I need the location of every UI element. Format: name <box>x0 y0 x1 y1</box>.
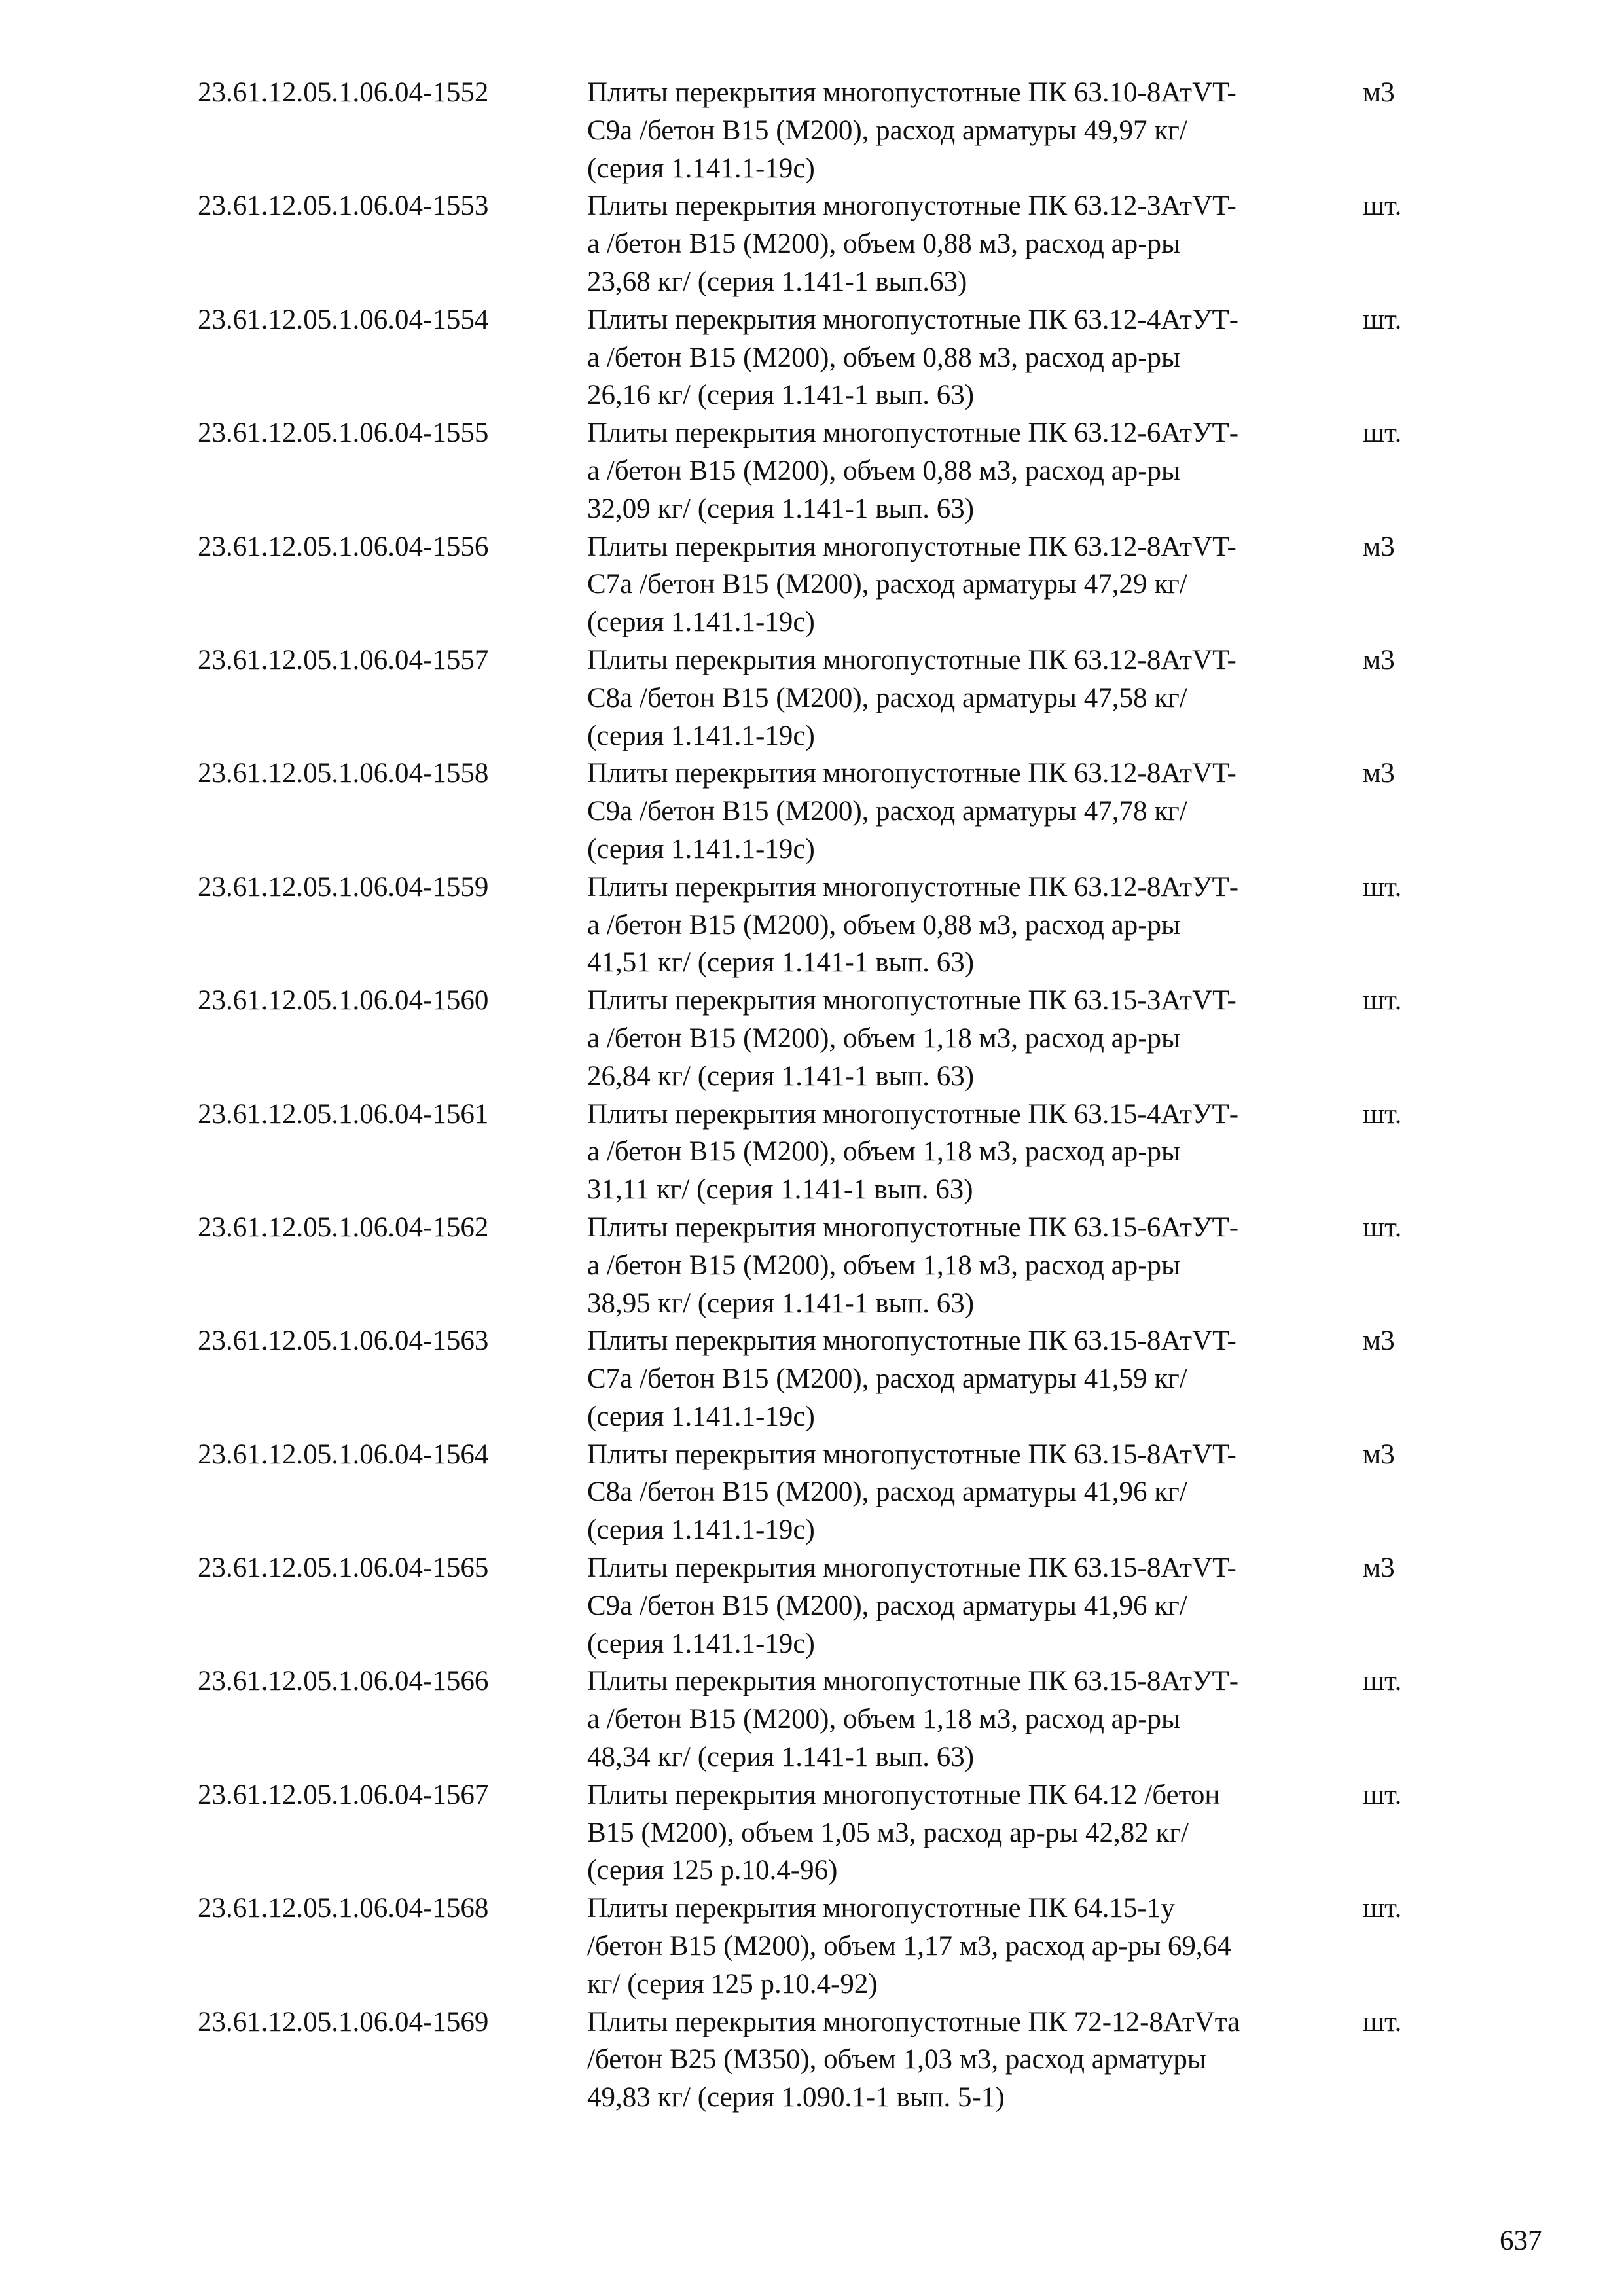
catalog-entry <box>198 187 1441 300</box>
entry-unit: шт. <box>1363 1666 1402 1697</box>
entry-description: Плиты перекрытия многопустотные ПК 63.12-6АтУТ- а /бетон В15 (М200), объем 0,88 м3, расход ар-ры 32,09 кг/ (серия 1.141-1 вып. 63) <box>587 418 1239 524</box>
entry-unit: шт. <box>1363 418 1402 449</box>
entry-description: Плиты перекрытия многопустотные ПК 63.15-8АтVT- C8a /бетон В15 (М200), расход арматуры 41,96 кг/ (серия 1.141.1-19с) <box>587 1439 1236 1546</box>
entry-code: 23.61.12.05.1.06.04-1564 <box>198 1439 489 1470</box>
catalog-entry <box>198 641 1441 755</box>
entry-description: Плиты перекрытия многопустотные ПК 63.15-6АтУТ- а /бетон В15 (М200), объем 1,18 м3, расход ар-ры 38,95 кг/ (серия 1.141-1 вып. 63) <box>587 1211 1239 1319</box>
entry-code: 23.61.12.05.1.06.04-1555 <box>198 418 489 449</box>
catalog-entry <box>198 2003 1441 2117</box>
entry-code: 23.61.12.05.1.06.04-1561 <box>198 1098 489 1130</box>
entry-unit: шт. <box>1363 1211 1402 1243</box>
entry-code: 23.61.12.05.1.06.04-1567 <box>198 1779 489 1810</box>
catalog-entry <box>198 982 1441 1095</box>
entry-unit: м3 <box>1363 531 1395 562</box>
catalog-entry <box>198 528 1441 641</box>
entry-unit: шт. <box>1363 2006 1402 2037</box>
entry-code: 23.61.12.05.1.06.04-1553 <box>198 190 489 222</box>
entry-code: 23.61.12.05.1.06.04-1560 <box>198 985 489 1016</box>
catalog-entry <box>198 1209 1441 1322</box>
entry-unit: м3 <box>1363 1325 1395 1357</box>
entry-code: 23.61.12.05.1.06.04-1569 <box>198 2006 489 2037</box>
entry-description: Плиты перекрытия многопустотные ПК 63.15-4АтУТ- а /бетон В15 (М200), объем 1,18 м3, расход ар-ры 31,11 кг/ (серия 1.141-1 вып. 63) <box>587 1098 1239 1206</box>
entry-unit: м3 <box>1363 1552 1395 1584</box>
catalog-entry <box>198 414 1441 528</box>
entry-code: 23.61.12.05.1.06.04-1557 <box>198 644 489 675</box>
entry-description: Плиты перекрытия многопустотные ПК 63.15-3АтVT- а /бетон В15 (М200), объем 1,18 м3, расход ар-ры 26,84 кг/ (серия 1.141-1 вып. 63) <box>587 985 1236 1092</box>
entry-code: 23.61.12.05.1.06.04-1552 <box>198 77 489 108</box>
entry-code: 23.61.12.05.1.06.04-1558 <box>198 758 489 789</box>
entry-description: Плиты перекрытия многопустотные ПК 63.12-8АтVT- C9a /бетон В15 (М200), расход арматуры 47,78 кг/ (серия 1.141.1-19с) <box>587 758 1236 865</box>
entry-description: Плиты перекрытия многопустотные ПК 63.12-8АтVT- C7a /бетон В15 (М200), расход арматуры 47,29 кг/ (серия 1.141.1-19с) <box>587 531 1236 638</box>
entry-code: 23.61.12.05.1.06.04-1566 <box>198 1666 489 1697</box>
entry-code: 23.61.12.05.1.06.04-1562 <box>198 1211 489 1243</box>
entry-description: Плиты перекрытия многопустотные ПК 63.12-3АтVT- а /бетон В15 (М200), объем 0,88 м3, расход ар-ры 23,68 кг/ (серия 1.141-1 вып.63) <box>587 190 1236 297</box>
entry-unit: шт. <box>1363 1098 1402 1130</box>
entry-unit: шт. <box>1363 1893 1402 1924</box>
entry-unit: шт. <box>1363 871 1402 903</box>
page-number: 637 <box>1500 2225 1542 2256</box>
catalog-entry <box>198 755 1441 868</box>
entry-unit: м3 <box>1363 77 1395 108</box>
catalog-entry <box>198 1776 1441 1890</box>
catalog-entries <box>198 74 1441 2117</box>
entry-description: Плиты перекрытия многопустотные ПК 63.12-8АтУТ- а /бетон В15 (М200), объем 0,88 м3, расход ар-ры 41,51 кг/ (серия 1.141-1 вып. 63) <box>587 871 1239 978</box>
entry-unit: шт. <box>1363 190 1402 222</box>
entry-description: Плиты перекрытия многопустотные ПК 64.12 /бетон В15 (М200), объем 1,05 м3, расход ар-ры 42,82 кг/ (серия 125 р.10.4-96) <box>587 1779 1220 1886</box>
entry-description: Плиты перекрытия многопустотные ПК 64.15-1у /бетон В15 (М200), объем 1,17 м3, расход ар-ры 69,64 кг/ (серия 125 р.10.4-92) <box>587 1893 1231 2000</box>
entry-unit: м3 <box>1363 644 1395 675</box>
catalog-entry <box>198 1096 1441 1209</box>
catalog-entry <box>198 1549 1441 1662</box>
entry-unit: м3 <box>1363 758 1395 789</box>
entry-code: 23.61.12.05.1.06.04-1565 <box>198 1552 489 1584</box>
entry-code: 23.61.12.05.1.06.04-1568 <box>198 1893 489 1924</box>
catalog-entry <box>198 1890 1441 2003</box>
entry-description: Плиты перекрытия многопустотные ПК 63.15-8АтУТ- а /бетон В15 (М200), объем 1,18 м3, расход ар-ры 48,34 кг/ (серия 1.141-1 вып. 63) <box>587 1666 1239 1773</box>
entry-code: 23.61.12.05.1.06.04-1559 <box>198 871 489 903</box>
catalog-entry <box>198 869 1441 982</box>
entry-code: 23.61.12.05.1.06.04-1563 <box>198 1325 489 1357</box>
entry-description: Плиты перекрытия многопустотные ПК 63.15-8АтVT- C9a /бетон В15 (М200), расход арматуры 41,96 кг/ (серия 1.141.1-19с) <box>587 1552 1236 1659</box>
entry-unit: шт. <box>1363 304 1402 335</box>
catalog-entry <box>198 301 1441 414</box>
catalog-entry <box>198 1322 1441 1435</box>
catalog-entry <box>198 74 1441 187</box>
entry-unit: шт. <box>1363 985 1402 1016</box>
entry-description: Плиты перекрытия многопустотные ПК 63.12-8АтVT- C8a /бетон В15 (М200), расход арматуры 47,58 кг/ (серия 1.141.1-19с) <box>587 644 1236 751</box>
entry-code: 23.61.12.05.1.06.04-1556 <box>198 531 489 562</box>
entry-description: Плиты перекрытия многопустотные ПК 63.12-4АтУТ- а /бетон В15 (М200), объем 0,88 м3, расход ар-ры 26,16 кг/ (серия 1.141-1 вып. 63) <box>587 304 1239 411</box>
entry-description: Плиты перекрытия многопустотные ПК 72-12-8АтVта /бетон В25 (М350), объем 1,03 м3, расход арматуры 49,83 кг/ (серия 1.090.1-1 вып. 5-1) <box>587 2006 1240 2113</box>
entry-description: Плиты перекрытия многопустотные ПК 63.10-8АтVT- C9a /бетон В15 (М200), расход арматуры 49,97 кг/ (серия 1.141.1-19с) <box>587 77 1236 184</box>
catalog-entry <box>198 1436 1441 1549</box>
entry-unit: шт. <box>1363 1779 1402 1810</box>
entry-code: 23.61.12.05.1.06.04-1554 <box>198 304 489 335</box>
entry-unit: м3 <box>1363 1439 1395 1470</box>
catalog-entry <box>198 1662 1441 1776</box>
entry-description: Плиты перекрытия многопустотные ПК 63.15-8АтVT- C7a /бетон В15 (М200), расход арматуры 41,59 кг/ (серия 1.141.1-19с) <box>587 1325 1236 1432</box>
